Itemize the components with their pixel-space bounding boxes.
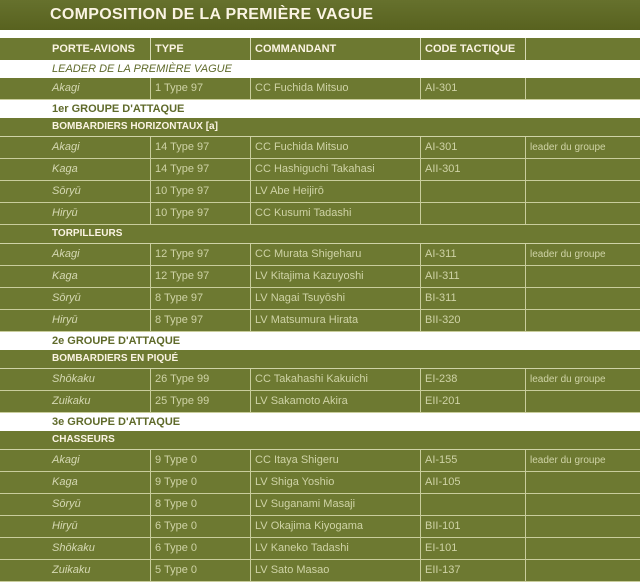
group2-rows [0,369,640,413]
cell-notes [525,266,640,287]
cell-notes [525,288,640,309]
cell-type: 9 Type 0 [150,450,250,471]
group1-sub1-rows [0,137,640,225]
cell-carrier: Sōryū [52,292,81,304]
cell-code: BII-320 [420,310,525,331]
cell-commander: CC Kusumi Tadashi [250,203,420,224]
cell-type: 26 Type 99 [150,369,250,390]
cell-code: AI-155 [420,450,525,471]
table-row [0,137,640,159]
header-code: CODE TACTIQUE [420,38,525,60]
header-notes [525,38,640,60]
cell-commander: LV Sakamoto Akira [250,391,420,412]
table-row [0,244,640,266]
cell-code [420,203,525,224]
cell-type: 9 Type 0 [150,472,250,493]
table-row [0,78,640,100]
cell-commander: LV Kitajima Kazuyoshi [250,266,420,287]
cell-carrier: Shōkaku [52,542,95,554]
cell-notes [525,310,640,331]
cell-carrier: Zuikaku [52,564,91,576]
cell-notes [525,159,640,180]
group1-label: 1er GROUPE D'ATTAQUE [0,100,640,118]
cell-type: 8 Type 97 [150,310,250,331]
cell-code: AII-105 [420,472,525,493]
table-row [0,310,640,332]
cell-carrier: Kaga [52,163,78,175]
cell-commander: LV Sato Masao [250,560,420,581]
cell-carrier: Hiryū [52,314,78,326]
cell-carrier: Kaga [52,476,78,488]
table-row [0,266,640,288]
cell-type: 14 Type 97 [150,137,250,158]
cell-commander: LV Nagai Tsuyōshi [250,288,420,309]
cell-type: 8 Type 0 [150,494,250,515]
cell-notes: leader du groupe [525,244,640,265]
cell-notes: leader du groupe [525,137,640,158]
cell-notes [525,538,640,559]
cell-notes: leader du groupe [525,450,640,471]
table-row [0,391,640,413]
cell-commander: CC Hashiguchi Takahasi [250,159,420,180]
group3-sub-label: CHASSEURS [0,431,640,450]
cell-code: AII-311 [420,266,525,287]
table-row [0,472,640,494]
cell-commander: LV Matsumura Hirata [250,310,420,331]
group3-label: 3e GROUPE D'ATTAQUE [0,413,640,431]
table-row [0,369,640,391]
group1-sub2-rows [0,244,640,332]
cell-type: 12 Type 97 [150,266,250,287]
cell-carrier: Sōryū [52,185,81,197]
cell-code: AI-301 [420,137,525,158]
group3-rows [0,450,640,582]
cell-commander: LV Abe Heijirō [250,181,420,202]
cell-type: 10 Type 97 [150,181,250,202]
cell-carrier: Akagi [52,141,80,153]
table-row [0,516,640,538]
cell-commander: CC Fuchida Mitsuo [250,137,420,158]
cell-type: 5 Type 0 [150,560,250,581]
cell-code: EI-238 [420,369,525,390]
cell-carrier: Zuikaku [52,395,91,407]
cell-commander: LV Suganami Masaji [250,494,420,515]
cell-commander: CC Fuchida Mitsuo [250,78,420,99]
cell-type: 25 Type 99 [150,391,250,412]
cell-code: EI-101 [420,538,525,559]
cell-code: EII-201 [420,391,525,412]
cell-code: EII-137 [420,560,525,581]
cell-commander: LV Kaneko Tadashi [250,538,420,559]
cell-type: 12 Type 97 [150,244,250,265]
cell-notes [525,516,640,537]
cell-type: 6 Type 0 [150,516,250,537]
header-carrier: PORTE-AVIONS [52,43,135,55]
table-row [0,494,640,516]
cell-carrier: Hiryū [52,520,78,532]
cell-code [420,181,525,202]
cell-notes [525,560,640,581]
cell-type: 1 Type 97 [150,78,250,99]
cell-type: 8 Type 97 [150,288,250,309]
header-commander: COMMANDANT [250,38,420,60]
cell-carrier: Kaga [52,270,78,282]
cell-carrier: Shōkaku [52,373,95,385]
group2-label: 2e GROUPE D'ATTAQUE [0,332,640,350]
table-row [0,450,640,472]
header-type: TYPE [150,38,250,60]
table-row [0,560,640,582]
cell-code: BII-101 [420,516,525,537]
cell-notes: leader du groupe [525,369,640,390]
table-row [0,181,640,203]
table-row [0,159,640,181]
group1-sub2-label: TORPILLEURS [0,225,640,244]
cell-notes [525,494,640,515]
cell-notes [525,181,640,202]
cell-carrier: Akagi [52,248,80,260]
cell-commander: CC Murata Shigeharu [250,244,420,265]
cell-commander: CC Takahashi Kakuichi [250,369,420,390]
group1-sub1-label: BOMBARDIERS HORIZONTAUX [a] [0,118,640,137]
table-row [0,203,640,225]
group2-sub-label: BOMBARDIERS EN PIQUÉ [0,350,640,369]
cell-code: AI-311 [420,244,525,265]
table-row [0,288,640,310]
cell-carrier: Sōryū [52,498,81,510]
cell-commander: LV Okajima Kiyogama [250,516,420,537]
spacer [0,30,640,38]
cell-commander: LV Shiga Yoshio [250,472,420,493]
cell-code: AI-301 [420,78,525,99]
header-row [0,38,640,60]
leader-section-label: LEADER DE LA PREMIÈRE VAGUE [0,60,640,78]
cell-carrier: Akagi [52,454,80,466]
cell-carrier: Hiryū [52,207,78,219]
cell-notes [525,78,640,99]
cell-code: AII-301 [420,159,525,180]
cell-notes [525,391,640,412]
cell-code: BI-311 [420,288,525,309]
table-title: COMPOSITION DE LA PREMIÈRE VAGUE [0,0,640,30]
cell-type: 14 Type 97 [150,159,250,180]
table-row [0,538,640,560]
cell-notes [525,472,640,493]
cell-type: 10 Type 97 [150,203,250,224]
cell-type: 6 Type 0 [150,538,250,559]
cell-commander: CC Itaya Shigeru [250,450,420,471]
cell-code [420,494,525,515]
cell-notes [525,203,640,224]
cell-carrier: Akagi [52,82,80,94]
